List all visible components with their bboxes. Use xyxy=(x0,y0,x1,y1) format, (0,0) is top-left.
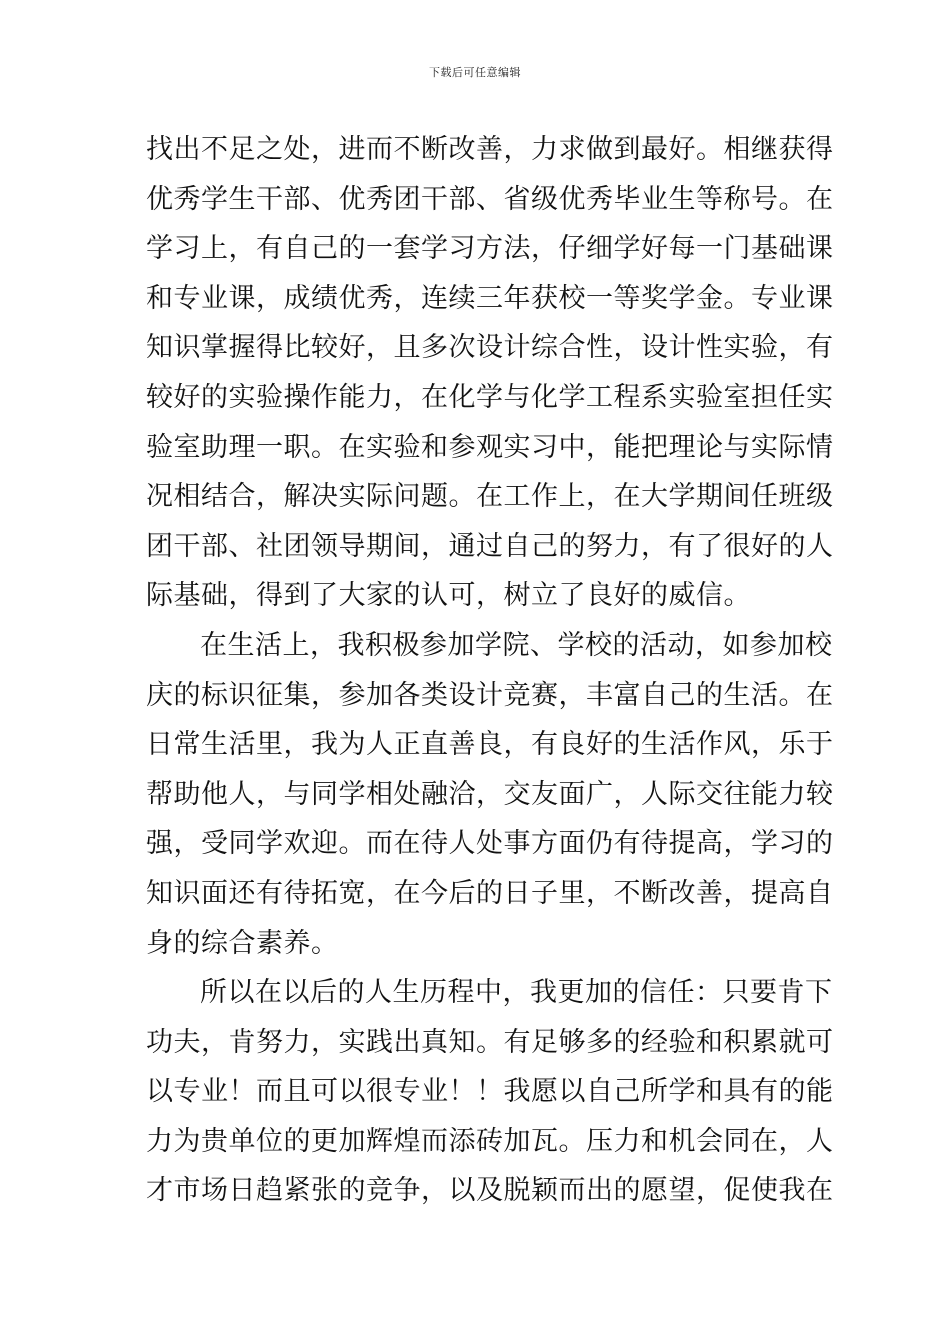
text-line: 日常生活里，我为人正直善良，有良好的生活作风，乐于 xyxy=(146,729,834,761)
page-header: 下载后可任意编辑 xyxy=(429,66,521,79)
text-line: 况相结合，解决实际问题。在工作上，在大学期间任班级 xyxy=(146,481,834,513)
text-line: 以专业！而且可以很专业！！我愿以自己所学和具有的能 xyxy=(146,1076,834,1108)
text-line: 较好的实验操作能力，在化学与化学工程系实验室担任实 xyxy=(146,381,834,413)
text-line: 找出不足之处，进而不断改善，力求做到最好。相继获得 xyxy=(146,134,834,165)
text-line: 功夫，肯努力，实践出真知。有足够多的经验和积累就可 xyxy=(146,1026,834,1058)
text-line: 帮助他人，与同学相处融洽，交友面广，人际交往能力较 xyxy=(146,778,834,810)
text-line: 才市场日趋紧张的竞争，以及脱颖而出的愿望，促使我在 xyxy=(146,1175,834,1207)
text-line: 和专业课，成绩优秀，连续三年获校一等奖学金。专业课 xyxy=(146,282,834,314)
text-line: 庆的标识征集，参加各类设计竞赛，丰富自己的生活。在 xyxy=(146,679,834,711)
text-line: 验室助理一职。在实验和参观实习中，能把理论与实际情 xyxy=(146,431,834,463)
text-line: 知识掌握得比较好，且多次设计综合性，设计性实验，有 xyxy=(146,332,834,364)
text-line: 身的综合素养。 xyxy=(146,927,339,959)
paragraph-first-line: 在生活上，我积极参加学院、学校的活动，如参加校 xyxy=(200,629,833,661)
text-line: 际基础，得到了大家的认可，树立了良好的威信。 xyxy=(146,580,751,612)
body-text xyxy=(146,125,834,1216)
paragraph-first-line: 所以在以后的人生历程中，我更加的信任：只要肯下 xyxy=(200,977,833,1009)
text-line: 学习上，有自己的一套学习方法，仔细学好每一门基础课 xyxy=(146,233,834,265)
text-line: 强，受同学欢迎。而在待人处事方面仍有待提高，学习的 xyxy=(146,828,834,860)
text-line: 力为贵单位的更加辉煌而添砖加瓦。压力和机会同在，人 xyxy=(146,1125,834,1157)
text-line: 团干部、社团领导期间，通过自己的努力，有了很好的人 xyxy=(146,530,834,562)
text-line: 优秀学生干部、优秀团干部、省级优秀毕业生等称号。在 xyxy=(146,183,834,215)
text-line: 知识面还有待拓宽，在今后的日子里，不断改善，提高自 xyxy=(146,877,834,909)
